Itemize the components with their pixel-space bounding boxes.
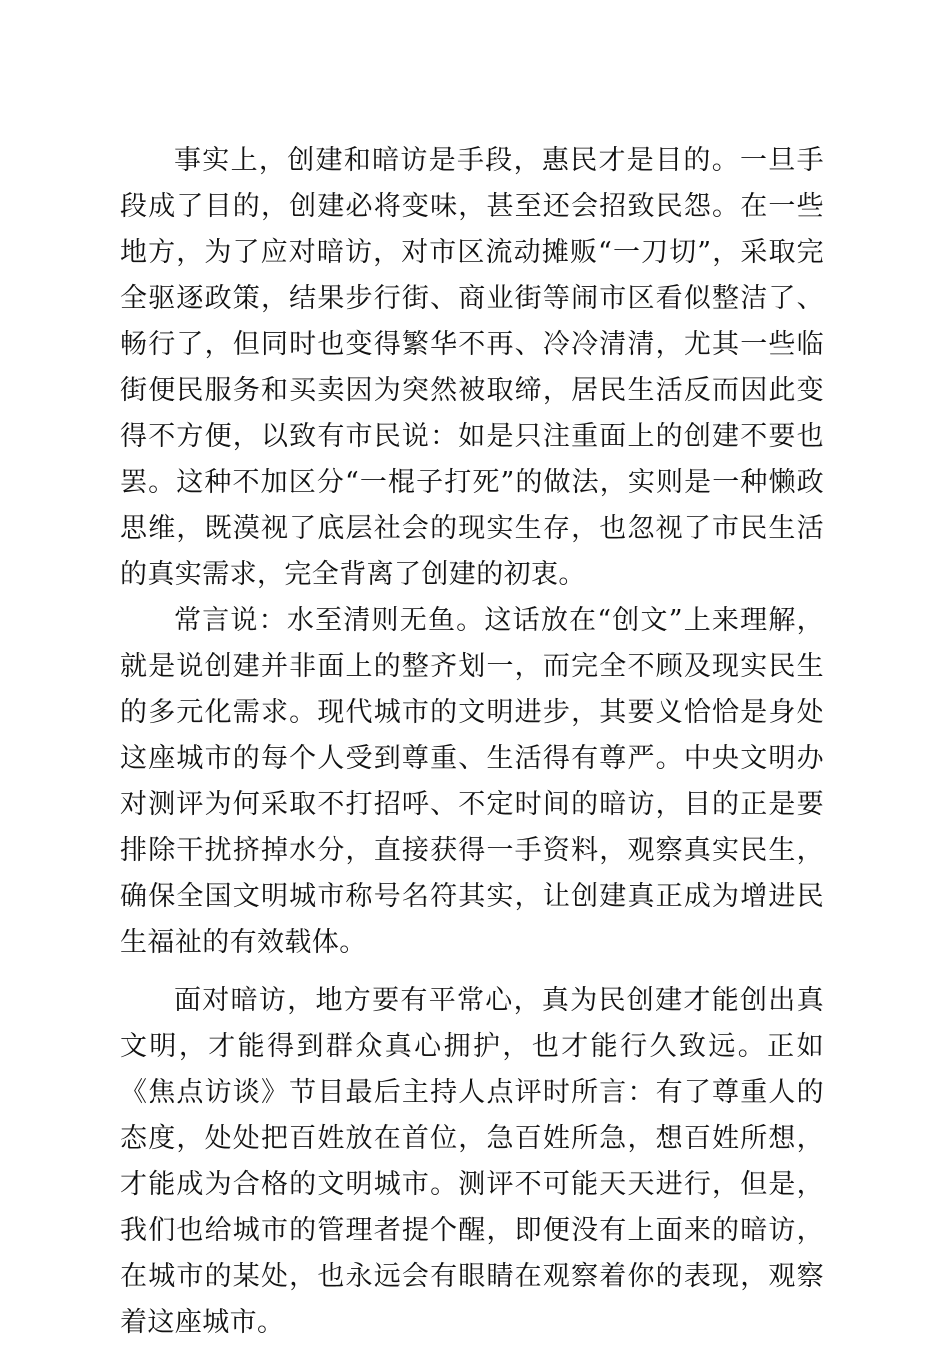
paragraph-1: 事实上，创建和暗访是手段，惠民才是目的。一旦手段成了目的，创建必将变味，甚至还会招致民怨。在一些地方，为了应对暗访，对市区流动摊贩“一刀切”，采取完全驱逐政策，结果步行街、商业街等闹市区看似整洁了、畅行了，但同时也变得繁华不再、冷冷清清，尤其一些临街便民服务和买卖因为突然被取缔，居民生活反而因此变得不方便，以致有市民说：如是只注重面上的创建不要也罢。这种不加区分“一棍子打死”的做法，实则是一种懒政思维，既漠视了底层社会的现实生存，也忽视了市民生活的真实需求，完全背离了创建的初衷。 xyxy=(120,145,824,590)
paragraph-2: 常言说：水至清则无鱼。这话放在“创文”上来理解，就是说创建并非面上的整齐划一，而完全不顾及现实民生的多元化需求。现代城市的文明进步，其要义恰恰是身处这座城市的每个人受到尊重、生活得有尊严。中央文明办对测评为何采取不打招呼、不定时间的暗访，目的正是要排除干扰挤掉水分，直接获得一手资料，观察真实民生，确保全国文明城市称号名符其实，让创建真正成为增进民生福祉的有效载体。 xyxy=(120,605,824,958)
paragraph-3: 面对暗访，地方要有平常心，真为民创建才能创出真文明，才能得到群众真心拥护，也才能行久致远。正如《焦点访谈》节目最后主持人点评时所言：有了尊重人的态度，处处把百姓放在首位，急百姓所急，想百姓所想，才能成为合格的文明城市。测评不可能天天进行，但是，我们也给城市的管理者提个醒，即便没有上面来的暗访，在城市的某处，也永远会有眼睛在观察着你的表现，观察着这座城市。 xyxy=(120,985,824,1338)
document-body xyxy=(120,138,824,1346)
